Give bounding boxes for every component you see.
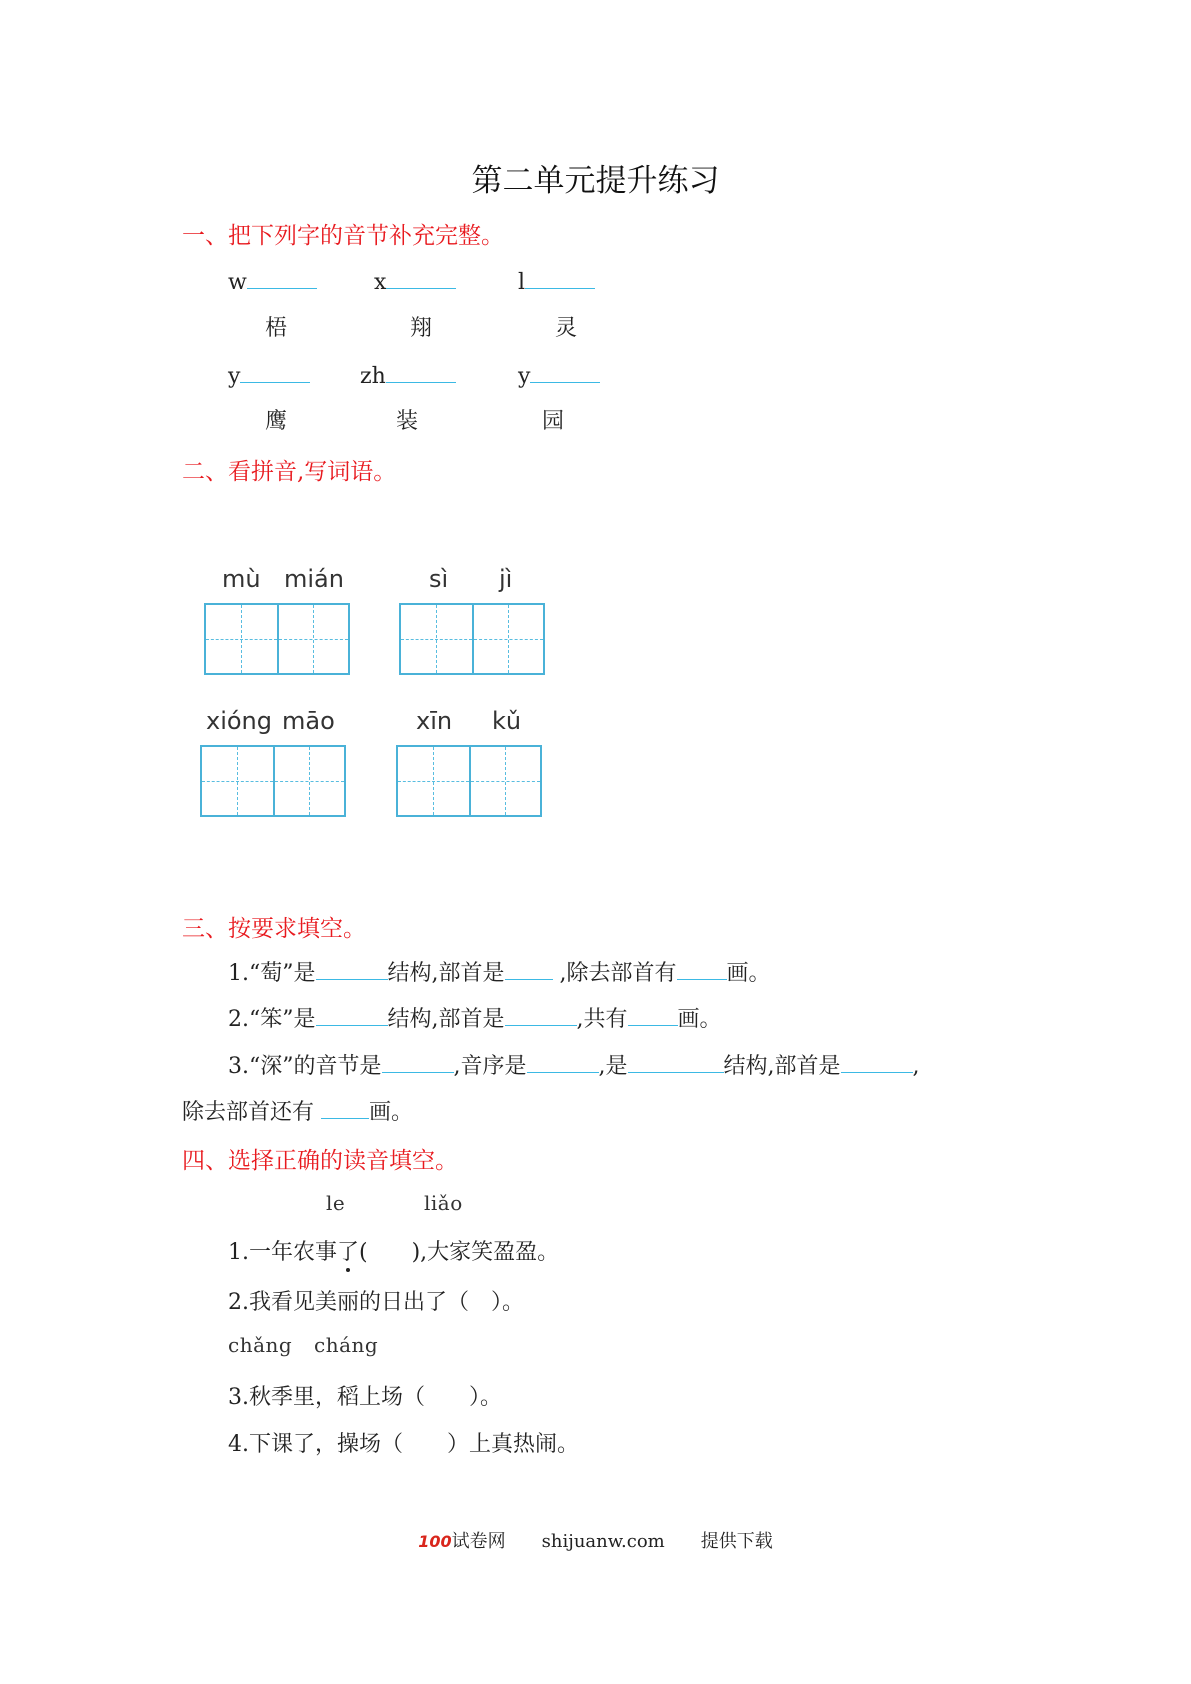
syllable-prefix: x bbox=[374, 270, 387, 295]
pinyin-label: mù bbox=[222, 565, 261, 593]
character: 梧 bbox=[265, 316, 288, 341]
writing-cell[interactable] bbox=[398, 747, 469, 815]
answer-blank[interactable] bbox=[530, 362, 600, 383]
item-text: ( ),大家笑盈盈。 bbox=[359, 1240, 560, 1265]
logo-number: 100 bbox=[418, 1532, 452, 1551]
item-text: 3.“深”的音节是 bbox=[228, 1054, 382, 1079]
fill-item-3-continued bbox=[182, 1095, 413, 1126]
item-text: ,音序是 bbox=[453, 1054, 527, 1079]
answer-blank[interactable] bbox=[247, 268, 317, 289]
syllable-prefix: w bbox=[228, 270, 247, 295]
section-3-heading: 三、按要求填空。 bbox=[182, 916, 366, 942]
reading-sentence-2: 2.我看见美丽的日出了（ ）。 bbox=[228, 1290, 524, 1315]
item-text: ,除去部首有 bbox=[552, 961, 677, 986]
item-text: 画。 bbox=[369, 1100, 414, 1125]
answer-blank[interactable] bbox=[527, 1052, 599, 1073]
pinyin-label: kǔ bbox=[492, 707, 522, 735]
syllable-item bbox=[374, 268, 456, 295]
writing-cell[interactable] bbox=[277, 605, 348, 673]
pinyin-label: xióng bbox=[206, 707, 272, 735]
reading-sentence-3: 3.秋季里，稻上场（ ）。 bbox=[228, 1385, 502, 1410]
answer-blank[interactable] bbox=[525, 268, 595, 289]
item-text: , bbox=[912, 1054, 920, 1079]
answer-blank[interactable] bbox=[382, 1052, 454, 1073]
fill-item-1 bbox=[228, 956, 771, 987]
answer-blank[interactable] bbox=[628, 1052, 724, 1073]
answer-blank[interactable] bbox=[386, 268, 456, 289]
character: 装 bbox=[396, 409, 419, 434]
item-text: 2.“笨”是 bbox=[228, 1007, 316, 1032]
answer-blank[interactable] bbox=[628, 1005, 678, 1026]
syllable-item bbox=[228, 268, 317, 295]
section-2-heading: 二、看拼音,写词语。 bbox=[182, 459, 397, 485]
section-1-heading: 一、把下列字的音节补充完整。 bbox=[182, 223, 504, 249]
item-text: 结构,部首是 bbox=[387, 961, 505, 986]
writing-grid bbox=[200, 745, 346, 817]
writing-cell[interactable] bbox=[202, 747, 273, 815]
item-text: 1.一年农事 bbox=[228, 1240, 337, 1265]
character: 园 bbox=[542, 409, 565, 434]
item-text: 1.“萄”是 bbox=[228, 961, 316, 986]
site-link[interactable]: shijuanw.com bbox=[541, 1531, 665, 1552]
item-text: ,是 bbox=[598, 1054, 628, 1079]
item-text: 结构,部首是 bbox=[723, 1054, 841, 1079]
syllable-item bbox=[228, 362, 310, 389]
section-4-heading: 四、选择正确的读音填空。 bbox=[182, 1148, 458, 1174]
page-title: 第二单元提升练习 bbox=[471, 163, 720, 199]
reading-option: cháng bbox=[314, 1333, 379, 1357]
syllable-item bbox=[360, 362, 456, 389]
item-text: 画。 bbox=[677, 1007, 722, 1032]
answer-blank[interactable] bbox=[677, 959, 727, 980]
answer-blank[interactable] bbox=[505, 959, 553, 980]
answer-blank[interactable] bbox=[505, 1005, 577, 1026]
answer-blank[interactable] bbox=[386, 362, 456, 383]
marked-character: 了 bbox=[337, 1235, 359, 1266]
writing-cell[interactable] bbox=[273, 747, 344, 815]
syllable-item bbox=[518, 362, 600, 389]
writing-cell[interactable] bbox=[206, 605, 277, 673]
answer-blank[interactable] bbox=[316, 959, 388, 980]
reading-option: le bbox=[326, 1191, 346, 1215]
reading-option: chǎng bbox=[228, 1333, 293, 1357]
syllable-item bbox=[518, 268, 595, 295]
pinyin-label: sì bbox=[429, 565, 449, 593]
answer-blank[interactable] bbox=[316, 1005, 388, 1026]
character: 翔 bbox=[410, 316, 433, 341]
fill-item-2 bbox=[228, 1002, 722, 1033]
fill-item-3 bbox=[228, 1049, 920, 1080]
answer-blank[interactable] bbox=[321, 1098, 369, 1119]
reading-sentence-4: 4.下课了，操场（ ）上真热闹。 bbox=[228, 1432, 579, 1457]
item-text: ,共有 bbox=[576, 1007, 628, 1032]
writing-cell[interactable] bbox=[401, 605, 472, 673]
writing-grid bbox=[399, 603, 545, 675]
writing-grid bbox=[396, 745, 542, 817]
syllable-prefix: l bbox=[518, 270, 526, 295]
item-text: 画。 bbox=[726, 961, 771, 986]
character: 鹰 bbox=[265, 409, 288, 434]
reading-option: liǎo bbox=[424, 1191, 463, 1215]
answer-blank[interactable] bbox=[841, 1052, 913, 1073]
pinyin-label: mián bbox=[284, 565, 344, 593]
footer-note: 提供下载 bbox=[700, 1531, 773, 1552]
syllable-prefix: y bbox=[228, 364, 241, 389]
footer bbox=[0, 1527, 1191, 1553]
answer-blank[interactable] bbox=[240, 362, 310, 383]
logo-text: 试卷网 bbox=[451, 1531, 506, 1552]
writing-cell[interactable] bbox=[469, 747, 540, 815]
character: 灵 bbox=[555, 316, 578, 341]
pinyin-label: māo bbox=[282, 707, 335, 735]
syllable-prefix: y bbox=[518, 364, 531, 389]
pinyin-label: xīn bbox=[416, 707, 453, 735]
item-text: 除去部首还有 bbox=[182, 1100, 321, 1125]
reading-sentence-1 bbox=[228, 1235, 559, 1266]
item-text: 结构,部首是 bbox=[387, 1007, 505, 1032]
writing-grid bbox=[204, 603, 350, 675]
pinyin-label: jì bbox=[499, 565, 513, 593]
syllable-prefix: zh bbox=[360, 364, 386, 389]
writing-cell[interactable] bbox=[472, 605, 543, 673]
